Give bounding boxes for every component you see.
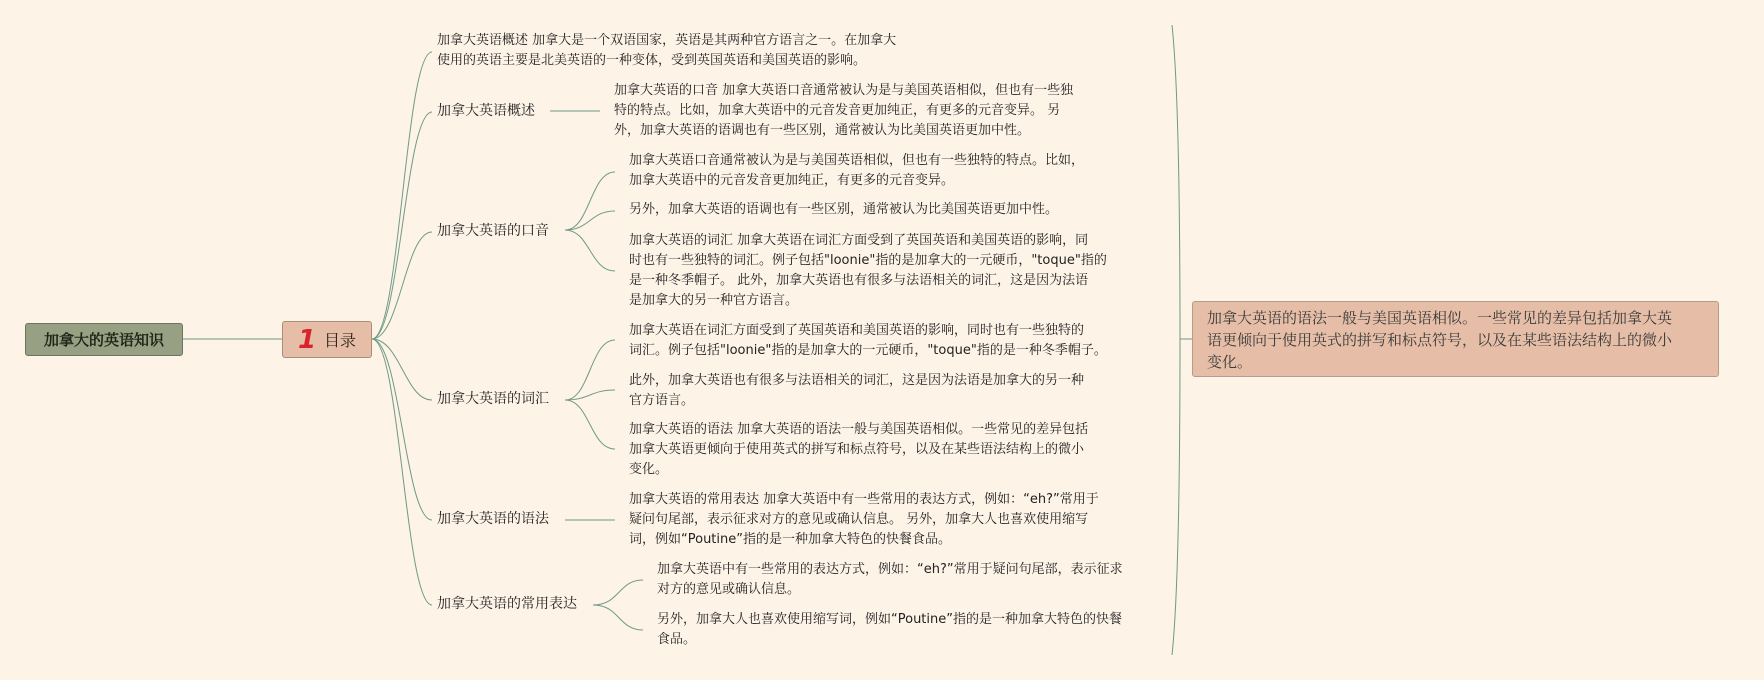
link-toc-b1 [372, 112, 432, 339]
leaf-expressions-1[interactable]: 加拿大英语中有一些常用的表达方式，例如：“eh?”常用于疑问句尾部，表示征求 对方的意见或确认信息。 [657, 562, 1123, 597]
toc-number-marker: 1 [297, 324, 317, 355]
summary-bracket [1172, 25, 1180, 655]
leaf-accent-2[interactable]: 另外，加拿大英语的语调也有一些区别，通常被认为比美国英语更加中性。 [629, 202, 1059, 217]
leaf-vocabulary-2[interactable]: 此外，加拿大英语也有很多与法语相关的词汇，这是因为法语是加拿大的另一种 官方语言。 [629, 373, 1085, 408]
link-b5-leaf1 [593, 580, 643, 605]
link-b3-leaf1 [565, 340, 615, 400]
link-toc-b5 [372, 339, 432, 605]
leaf-overview-accent[interactable]: 加拿大英语的口音 加拿大英语口音通常被认为是与美国英语相似，但也有一些独 特的特点。比如，加拿大英语中的元音发音更加纯正，有更多的元音变异。 另 外，加拿大英语的语调也有一些区别，通常被认为比美国英语更加中性。 [614, 83, 1074, 138]
root-topic[interactable] [25, 323, 183, 356]
link-b3-leaf2 [565, 390, 615, 400]
intro-topic[interactable]: 加拿大英语概述 加拿大是一个双语国家，英语是其两种官方语言之一。在加拿大 使用的英语主要是北美英语的一种变体，受到英国英语和美国英语的影响。 [437, 33, 897, 68]
link-b3-leaf3 [565, 400, 615, 449]
leaf-accent-3[interactable]: 加拿大英语的词汇 加拿大英语在词汇方面受到了英国英语和美国英语的影响，同 时也有一些独特的词汇。例子包括"loonie"指的是加拿大的一元硬币，"toque"指的 是一种冬季帽子。 此外，加拿大英语也有很多与法语相关的词汇，这是因为法语 是加拿大的另一种官方语言。 [629, 233, 1107, 308]
leaf-vocabulary-1[interactable]: 加拿大英语在词汇方面受到了英国英语和美国英语的影响，同时也有一些独特的 词汇。例子包括"loonie"指的是加拿大的一元硬币，"toque"指的是一种冬季帽子。 [629, 323, 1107, 358]
leaf-expressions-2[interactable]: 另外，加拿大人也喜欢使用缩写词，例如“Poutine”指的是一种加拿大特色的快餐 食品。 [657, 612, 1122, 647]
link-toc-intro [372, 52, 432, 339]
link-b2-leaf1 [565, 172, 615, 230]
link-toc-b2 [372, 232, 432, 339]
leaf-vocabulary-3[interactable]: 加拿大英语的语法 加拿大英语的语法一般与美国英语相似。一些常见的差异包括 加拿大英语更倾向于使用英式的拼写和标点符号，以及在某些语法结构上的微小 变化。 [629, 422, 1089, 477]
leaf-accent-1[interactable]: 加拿大英语口音通常被认为是与美国英语相似，但也有一些独特的特点。比如， 加拿大英语中的元音发音更加纯正，有更多的元音变异。 [629, 153, 1085, 188]
link-b5-leaf2 [593, 605, 643, 630]
link-b2-leaf3 [565, 230, 615, 271]
toc-label: 目录 [324, 331, 357, 350]
link-toc-b3 [372, 339, 432, 400]
root-topic-label: 加拿大的英语知识 [43, 331, 164, 349]
leaf-grammar[interactable]: 加拿大英语的常用表达 加拿大英语中有一些常用的表达方式，例如：“eh?”常用于 疑问句尾部，表示征求对方的意见或确认信息。 另外，加拿大人也喜欢使用缩写 词，例如“Poutine”指的是一种加拿大特色的快餐食品。 [629, 492, 1099, 547]
link-toc-b4 [372, 339, 432, 520]
link-b2-leaf2 [565, 211, 615, 230]
branch-vocabulary[interactable]: 加拿大英语的词汇 [437, 391, 549, 407]
branch-overview[interactable]: 加拿大英语概述 [437, 103, 535, 119]
summary-topic[interactable]: 加拿大英语的语法一般与美国英语相似。一些常见的差异包括加拿大英 语更倾向于使用英式的拼写和标点符号，以及在某些语法结构上的微小 变化。 [1192, 301, 1719, 377]
toc-topic[interactable] [282, 321, 372, 358]
branch-grammar[interactable]: 加拿大英语的语法 [437, 511, 549, 527]
branch-accent[interactable]: 加拿大英语的口音 [437, 223, 549, 239]
branch-expressions[interactable]: 加拿大英语的常用表达 [437, 596, 577, 612]
